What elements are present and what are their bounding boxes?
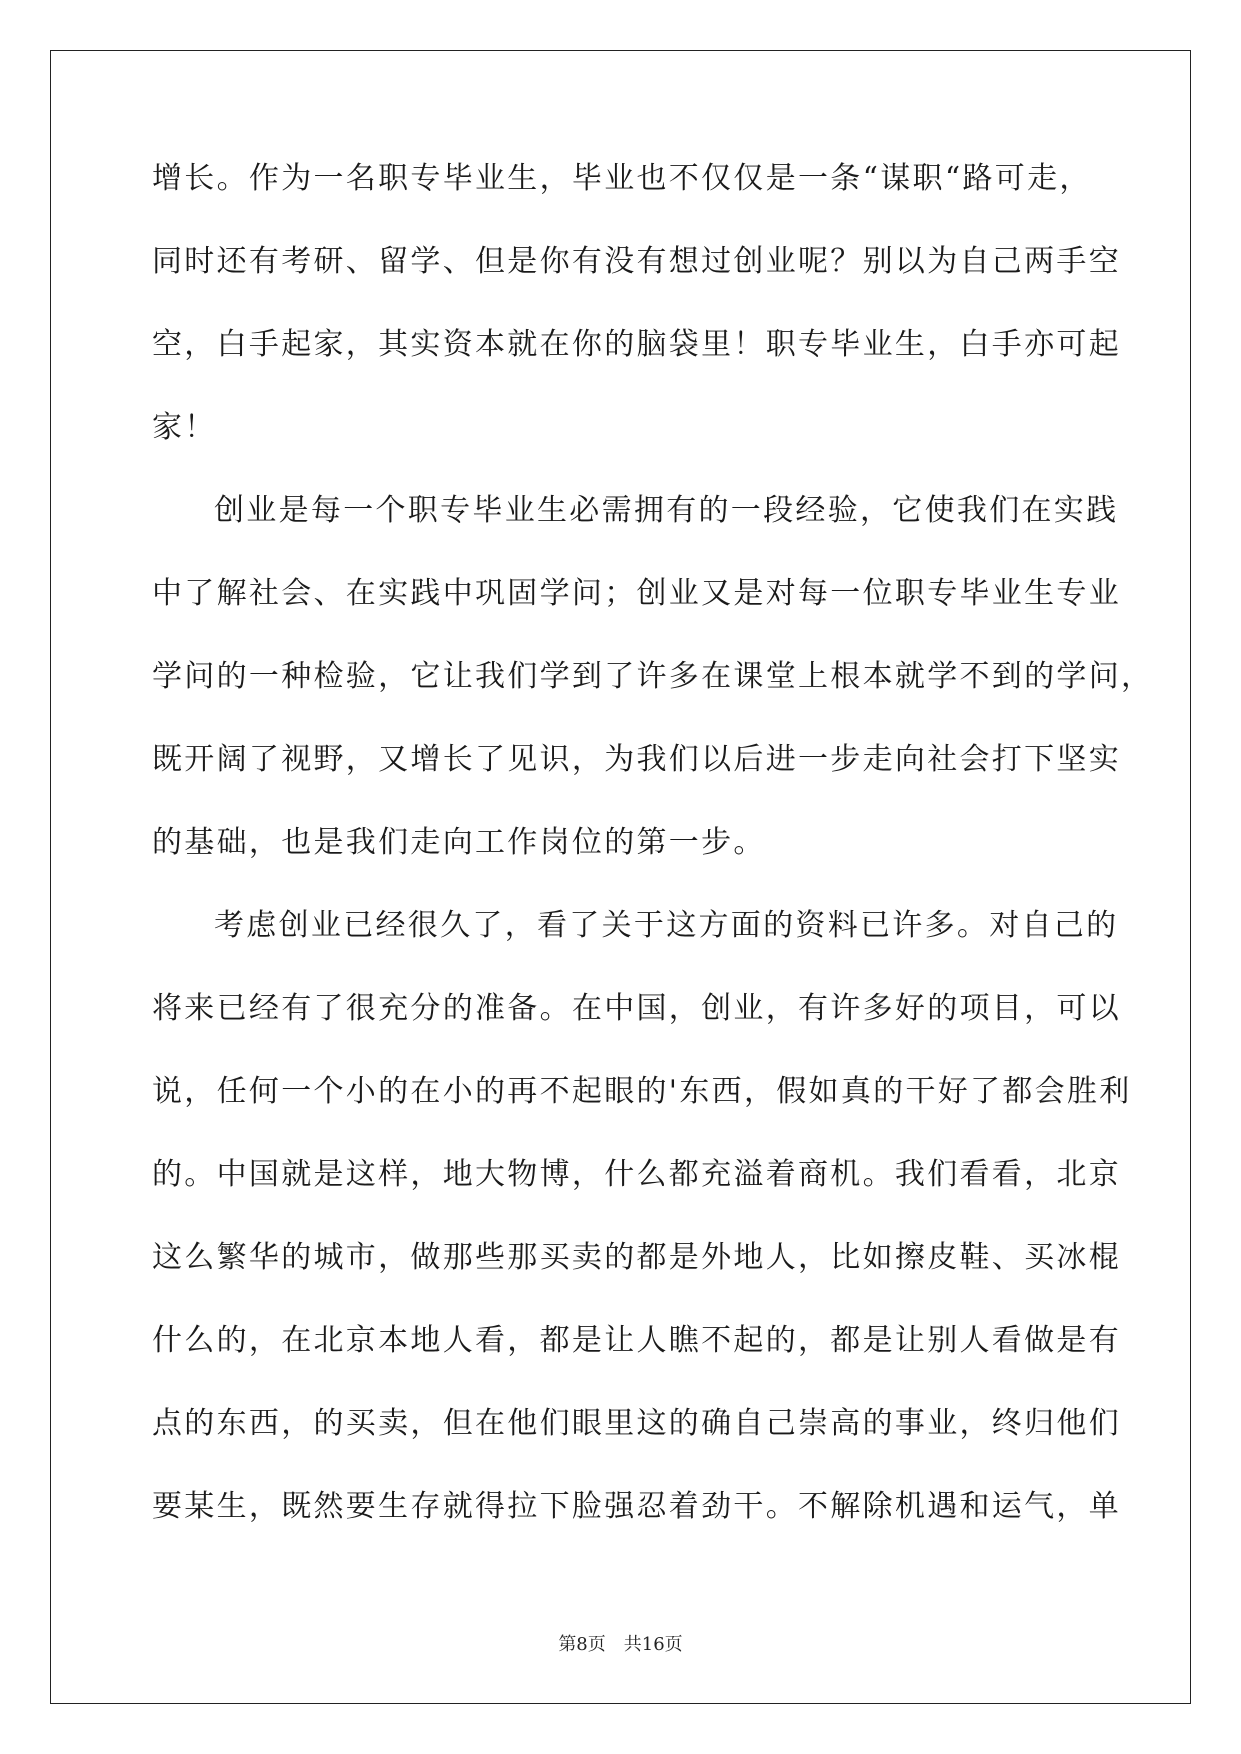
- text-line: 的。中国就是这样，地大物博，什么都充溢着商机。我们看看，北京: [152, 1157, 1121, 1192]
- text-line: 创业是每一个职专毕业生必需拥有的一段经验，它使我们在实践: [214, 493, 1119, 528]
- text-line: 同时还有考研、留学、但是你有没有想过创业呢？别以为自己两手空: [152, 244, 1121, 279]
- text-line: 增长。作为一名职专毕业生，毕业也不仅仅是一条“谋职“路可走，: [152, 161, 1092, 196]
- text-line: 这么繁华的城市，做那些那买卖的都是外地人，比如擦皮鞋、买冰棍: [152, 1240, 1121, 1275]
- text-line: 中了解社会、在实践中巩固学问；创业又是对每一位职专毕业生专业: [152, 576, 1121, 611]
- text-line: 要某生，既然要生存就得拉下脸强忍着劲干。不解除机遇和运气，单: [152, 1489, 1121, 1524]
- text-line: 空，白手起家，其实资本就在你的脑袋里！职专毕业生，白手亦可起: [152, 327, 1121, 362]
- text-line: 既开阔了视野，又增长了见识，为我们以后进一步走向社会打下坚实: [152, 742, 1121, 777]
- text-line: 家！: [152, 410, 217, 445]
- text-line: 学问的一种检验，它让我们学到了许多在课堂上根本就学不到的学问，: [152, 659, 1154, 694]
- text-line: 点的东西，的买卖，但在他们眼里这的确自己崇高的事业，终归他们: [152, 1406, 1121, 1441]
- text-line: 说，任何一个小的在小的再不起眼的'东西，假如真的干好了都会胜利: [152, 1074, 1132, 1109]
- text-line: 将来已经有了很充分的准备。在中国，创业，有许多好的项目，可以: [152, 991, 1121, 1026]
- text-line: 什么的，在北京本地人看，都是让人瞧不起的，都是让别人看做是有: [152, 1323, 1121, 1358]
- text-line: 考虑创业已经很久了，看了关于这方面的资料已许多。对自己的: [214, 908, 1119, 943]
- text-line: 的基础，也是我们走向工作岗位的第一步。: [152, 825, 766, 860]
- document-body: [152, 160, 1154, 1571]
- page-number-footer: 第8页 共16页: [558, 1634, 683, 1655]
